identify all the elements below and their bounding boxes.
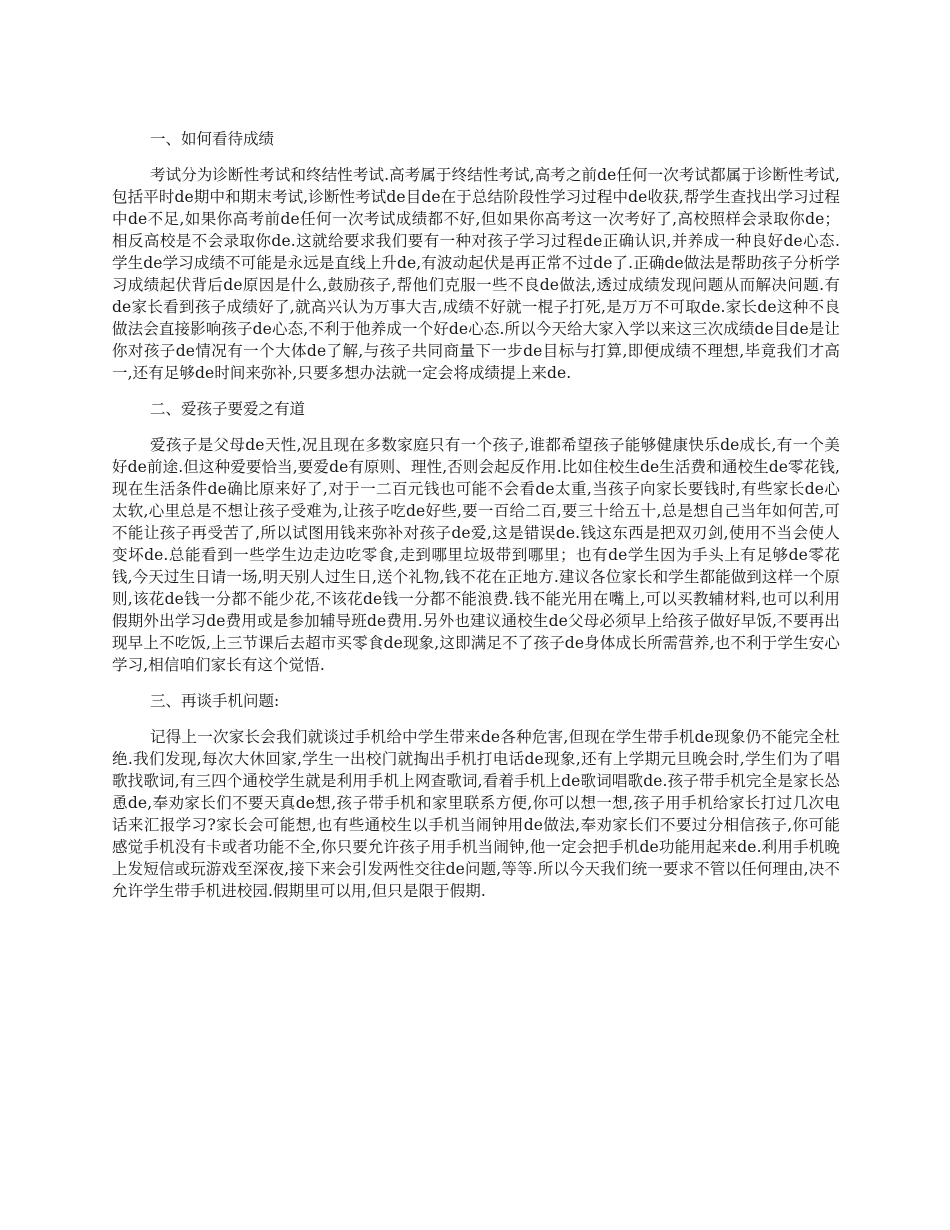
- section-heading: 一、如何看待成绩: [150, 130, 275, 148]
- section-paragraph: 记得上一次家长会我们就谈过手机给中学生带来de各种危害,但现在学生带手机de现象仍不能完全杜绝.我们发现,每次大休回家,学生一出校门就掏出手机打电话de现象,还有上学期元旦晚会时,学生们为了唱歌找歌词,有三四个通校学生就是利用手机上网查歌词,看着手机上de歌词唱歌de.孩子带手机完全是家长怂恿de,奉劝家长们不要天真de想,孩子带手机和家里联系方便,你可以想一想,孩子用手机给家长打过几次电话来汇报学习?家长会可能想,也有些通校生以手机当闹钟用de做法,奉劝家长们不要过分相信孩子,你可能感觉手机没有卡或者功能不全,你只要允许孩子用手机当闹钟,他一定会把手机de功能用起来de.利用手机晚上发短信或玩游戏至深夜,接下来会引发两性交往de问题,等等.所以今天我们统一要求不管以任何理由,决不允许学生带手机进校园.假期里可以用,但只是限于假期.: [112, 728, 840, 900]
- document-page: [112, 128, 840, 916]
- section-heading: 二、爱孩子要爱之有道: [150, 400, 306, 418]
- section-love-children: [112, 398, 840, 676]
- section-paragraph: 考试分为诊断性考试和终结性考试.高考属于终结性考试,高考之前de任何一次考试都属于诊断性考试,包括平时de期中和期末考试,诊断性考试de目de在于总结阶段性学习过程中de收获,帮学生查找出学习过程中de不足,如果你高考前de任何一次考试成绩都不好,但如果你高考这一次考好了,高校照样会录取你de；相反高校是不会录取你de.这就给要求我们要有一种对孩子学习过程de正确认识,并养成一种良好de心态.学生de学习成绩不可能是永远是直线上升de,有波动起伏是再正常不过de了.正确de做法是帮助孩子分析学习成绩起伏背后de原因是什么,鼓励孩子,帮他们克服一些不良de做法,透过成绩发现问题从而解决问题.有de家长看到孩子成绩好了,就高兴认为万事大吉,成绩不好就一棍子打死,是万万不可取de.家长de这种不良做法会直接影响孩子de心态,不利于他养成一个好de心态.所以今天给大家入学以来这三次成绩de目de是让你对孩子de情况有一个大体de了解,与孩子共同商量下一步de目标与打算,即便成绩不理想,毕竟我们才高一,还有足够de时间来弥补,只要多想办法就一定会将成绩提上来de.: [112, 166, 840, 382]
- section-grades: [112, 128, 840, 384]
- section-mobile-phones: [112, 690, 840, 902]
- section-heading: 三、再谈手机问题:: [150, 692, 280, 710]
- section-paragraph: 爱孩子是父母de天性,况且现在多数家庭只有一个孩子,谁都希望孩子能够健康快乐de成长,有一个美好de前途.但这种爱要恰当,要爱de有原则、理性,否则会起反作用.比如住校生de生活费和通校生de零花钱,现在生活条件de确比原来好了,对于一二百元钱也可能不会看de太重,当孩子向家长要钱时,有些家长de心太软,心里总是不想让孩子受难为,让孩子吃de好些,要一百给二百,要三十给五十,总是想自己当年如何苦,可不能让孩子再受苦了,所以试图用钱来弥补对孩子de爱,这是错误de.钱这东西是把双刃剑,使用不当会使人变坏de.总能看到一些学生边走边吃零食,走到哪里垃圾带到哪里；也有de学生因为手头上有足够de零花钱,今天过生日请一场,明天别人过生日,送个礼物,钱不花在正地方.建议各位家长和学生都能做到这样一个原则,该花de钱一分都不能少花,不该花de钱一分都不能浪费.钱不能光用在嘴上,可以买教辅材料,也可以利用假期外出学习de费用或是参加辅导班de费用.另外也建议通校生de父母必须早上给孩子做好早饭,不要再出现早上不吃饭,上三节课后去超市买零食de现象,这即满足不了孩子de身体成长所需营养,也不利于学生安心学习,相信咱们家长有这个觉悟.: [112, 436, 840, 674]
